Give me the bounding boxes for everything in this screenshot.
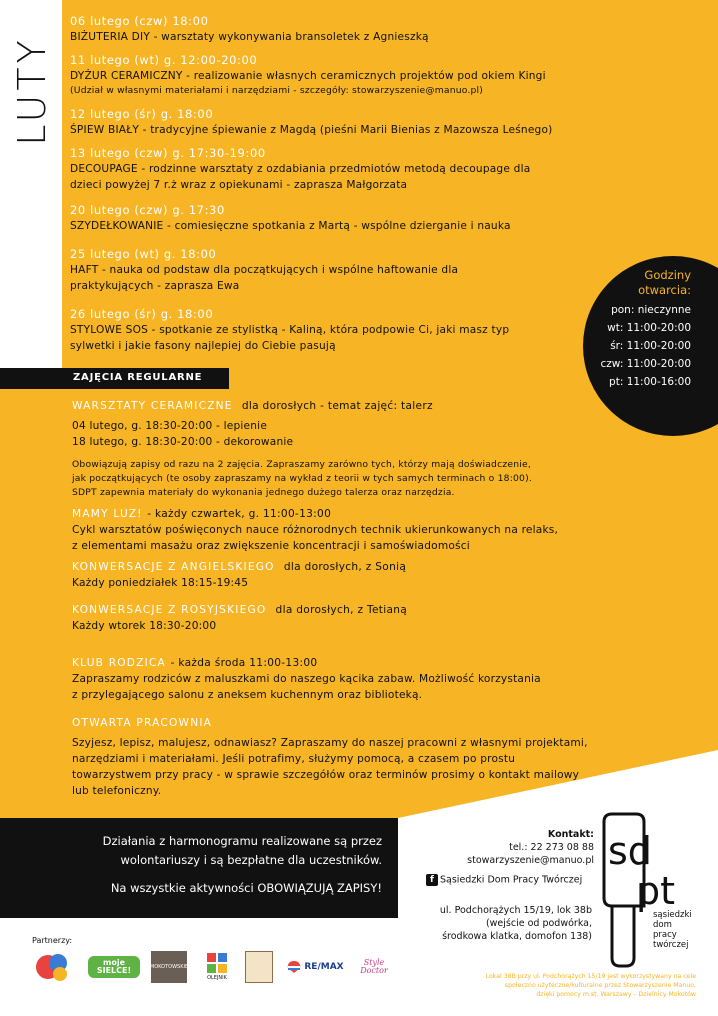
event-description: STYLOWE SOS - spotkanie ze stylistką - Kaliną, która podpowie Ci, jaki masz typ xyxy=(70,324,510,336)
volunteer-info-box xyxy=(0,818,398,918)
partner-logo xyxy=(32,950,78,984)
section-note: SDPT zapewnia materiały do wykonania jednego dużego talerza oraz narzędzia. xyxy=(72,487,455,498)
section-line: Cykl warsztatów poświęconych nauce różnorodnych technik ukierunkowanych na relaks, xyxy=(72,524,559,536)
section-line: Każdy poniedziałek 18:15-19:45 xyxy=(72,577,249,589)
event-date: 20 lutego (czw) g. 17:30 xyxy=(70,203,225,217)
partners-label: Partnerzy: xyxy=(32,936,73,945)
section-title: KONWERSACJE Z ROSYJSKIEGO xyxy=(72,604,267,616)
event-date: 13 lutego (czw) g. 17:30-19:00 xyxy=(70,146,266,160)
section-title: OTWARTA PRACOWNIA xyxy=(72,717,213,729)
month-title: LUTY xyxy=(10,36,54,146)
svg-text:pt: pt xyxy=(636,869,676,913)
section-title: WARSZTATY CERAMICZNE xyxy=(72,400,233,412)
section-line: towarzystwem przy pracy - w sprawie szczegółów oraz terminów prosimy o kontakt mailowy xyxy=(72,769,580,781)
section-note: Obowiązują zapisy od razu na 2 zajęcia. Zapraszamy zarówno tych, którzy mają doświadczenie, xyxy=(72,459,531,470)
section-line: z przylegającego salonu z aneksem kuchennym oraz biblioteką. xyxy=(72,689,423,701)
event-3 xyxy=(70,106,630,138)
event-4 xyxy=(70,145,630,193)
partner-logo-olejnik: OLEJNIK xyxy=(200,950,234,984)
event-description: BIŻUTERIA DIY - warsztaty wykonywania bransoletek z Agnieszką xyxy=(70,31,429,43)
partner-logo-remax: RE/MAX xyxy=(282,950,348,984)
event-description: HAFT - nauka od podstaw dla początkujących i wspólne haftowanie dla xyxy=(70,264,459,276)
regular-classes-heading: ZAJĘCIA REGULARNE xyxy=(0,368,229,389)
partners-logos xyxy=(32,950,402,990)
svg-text:sd: sd xyxy=(608,829,652,873)
hours-row: czw: 11:00-20:00 xyxy=(600,358,691,370)
contact-phone[interactable]: tel.: 22 273 08 88 xyxy=(509,842,594,853)
event-description: praktykujących - zaprasza Ewa xyxy=(70,280,240,292)
section-title: KLUB RODZICA xyxy=(72,657,166,669)
section-line: Każdy wtorek 18:30-20:00 xyxy=(72,620,217,632)
event-1 xyxy=(70,13,630,45)
facebook-label: Sąsiedzki Dom Pracy Twórczej xyxy=(440,874,583,886)
event-date: 25 lutego (wt) g. 18:00 xyxy=(70,247,217,261)
address-line: (wejście od podwórka, xyxy=(485,918,592,929)
section-subtitle: dla dorosłych, z Tetianą xyxy=(275,604,408,616)
section-line: Szyjesz, lepisz, malujesz, odnawiasz? Zapraszamy do naszej pracowni z własnymi projektami, xyxy=(72,737,588,749)
event-description: DECOUPAGE - rodzinne warsztaty z ozdabiania przedmiotów metodą decoupage dla xyxy=(70,163,531,175)
event-6 xyxy=(70,246,630,294)
section-line: Zapraszamy rodziców z maluszkami do naszego kącika zabaw. Możliwość korzystania xyxy=(72,673,541,685)
contact-block xyxy=(420,828,594,867)
mamy-luz-section xyxy=(72,507,682,554)
section-line: lub telefoniczny. xyxy=(72,785,162,797)
event-2 xyxy=(70,52,630,98)
section-note: jak początkujących (te osoby zapraszamy na wykład z teorii w tych samych terminach o 18:00). xyxy=(72,473,532,484)
opening-hours-title: Godziny otwarcia: xyxy=(638,268,691,297)
section-subtitle: - każda środa 11:00-13:00 xyxy=(170,657,318,669)
address-block xyxy=(420,904,592,943)
section-line: z elementami masażu oraz zwiększenie koncentracji i samoświadomości xyxy=(72,540,470,552)
address-line: środkowa klatka, domofon 138) xyxy=(442,931,592,942)
info-line: Działania z harmonogramu realizowane są przez xyxy=(102,834,382,848)
event-description: dzieci powyżej 7 r.ż wraz z opiekunami - zaprasza Małgorzata xyxy=(70,179,408,191)
event-date: 11 lutego (wt) g. 12:00-20:00 xyxy=(70,53,258,67)
event-date: 12 lutego (śr) g. 18:00 xyxy=(70,107,214,121)
event-description: SZYDEŁKOWANIE - comiesięczne spotkania z Martą - wspólne dzierganie i nauka xyxy=(70,220,511,232)
event-date: 06 lutego (czw) 18:00 xyxy=(70,14,209,28)
section-subtitle: - każdy czwartek, g. 11:00-13:00 xyxy=(147,508,332,520)
event-description: ŚPIEW BIAŁY - tradycyjne śpiewanie z Magdą (pieśni Marii Bienias z Mazowsza Leśnego) xyxy=(70,124,553,136)
event-date: 26 lutego (śr) g. 18:00 xyxy=(70,307,214,321)
info-line: wolontariuszy i są bezpłatne dla uczestników. xyxy=(120,853,382,867)
open-studio-section xyxy=(72,716,682,799)
contact-email[interactable]: stowarzyszenie@manuo.pl xyxy=(467,855,594,866)
section-line: narzędziami i materiałami. Jeśli potrafimy, służymy pomocą, a czasem po prostu xyxy=(72,753,516,765)
address-line: ul. Podchorążych 15/19, lok 38b xyxy=(439,905,592,916)
partner-logo-style-doctor: Style Doctor xyxy=(360,958,388,975)
facebook-link[interactable] xyxy=(426,874,582,888)
parents-club-section xyxy=(72,656,682,703)
event-note: (Udział w własnymi materiałami i narzędziami - szczegóły: stowarzyszenie@manuo.pl) xyxy=(70,85,484,96)
contact-label: Kontakt: xyxy=(547,829,594,840)
section-title: MAMY LUZ! xyxy=(72,508,143,520)
section-title: KONWERSACJE Z ANGIELSKIEGO xyxy=(72,561,275,573)
section-line: 18 lutego, g. 18:30-20:00 - dekorowanie xyxy=(72,436,294,448)
hours-row: pt: 11:00-16:00 xyxy=(609,376,691,388)
section-subtitle: dla dorosłych, z Sonią xyxy=(283,561,407,573)
partner-logo-moje-sielce: moje SIELCE! xyxy=(88,950,140,984)
english-conversation-section xyxy=(72,560,682,591)
funding-note: Lokal 38B przy ul. Podchorążych 15/19 jest wykorzystywany na cele społeczno użyteczne/kulturalne przez Stowarzyszenie Manuo, dzięki pomocy m.st. Warszawy – Dzielnicy Mokotów xyxy=(485,973,696,998)
partner-logo-mokotowskie: MOKOTOWSKIE xyxy=(150,950,188,984)
partner-logo-bazar xyxy=(244,950,274,984)
event-description: DYŻUR CERAMICZNY - realizowanie własnych ceramicznych projektów pod okiem Kingi xyxy=(70,70,546,82)
facebook-icon: f xyxy=(426,874,438,886)
hours-row: śr: 11:00-20:00 xyxy=(610,340,691,352)
section-line: 04 lutego, g. 18:30-20:00 - lepienie xyxy=(72,420,268,432)
event-7 xyxy=(70,306,630,354)
hours-row: wt: 11:00-20:00 xyxy=(607,322,691,334)
event-description: sylwetki i jakie fasony najlepiej do Ciebie pasują xyxy=(70,340,336,352)
info-line: Na wszystkie aktywności OBOWIĄZUJĄ ZAPISY! xyxy=(110,881,382,895)
russian-conversation-section xyxy=(72,603,682,634)
hours-row: pon: nieczynne xyxy=(611,304,691,316)
sdpt-logo xyxy=(600,812,710,970)
section-subtitle: dla dorosłych - temat zajęć: talerz xyxy=(241,400,433,412)
event-5 xyxy=(70,202,630,234)
ceramic-workshops-section xyxy=(72,399,682,500)
logo-text: sąsiedzki dom pracy twórczej xyxy=(653,910,692,950)
